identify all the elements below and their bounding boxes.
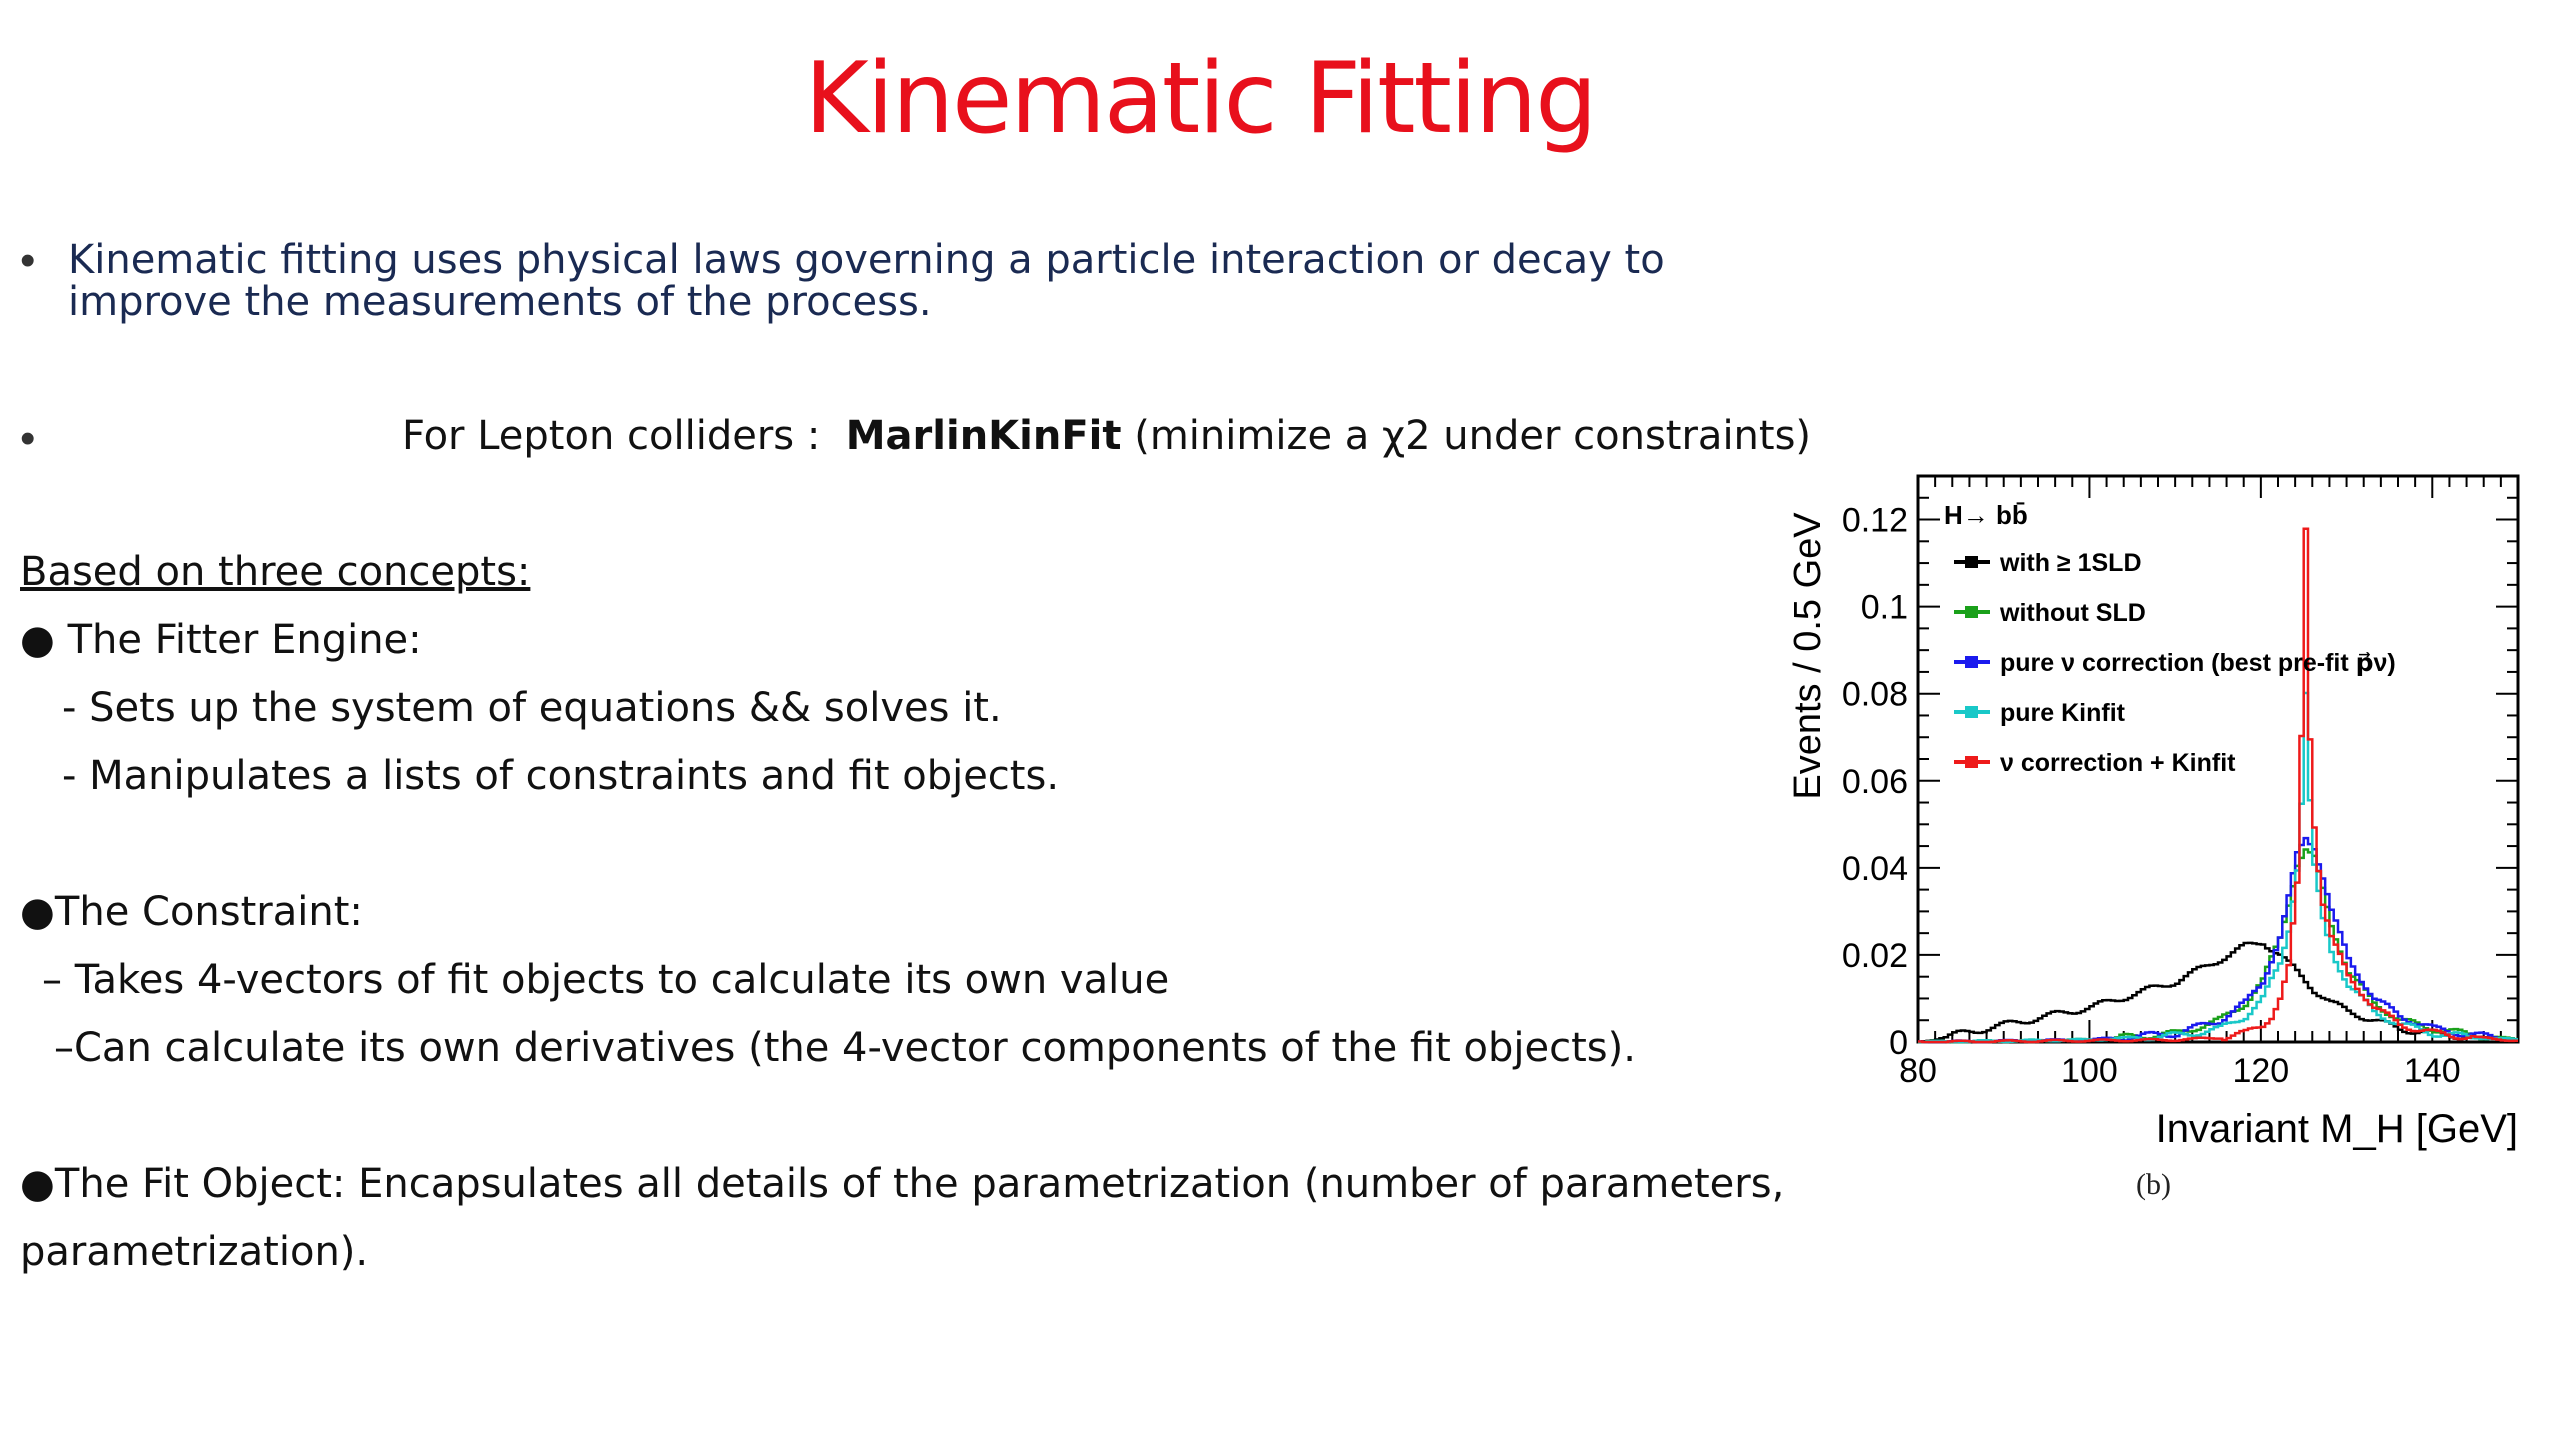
bullet-marker: •: [20, 414, 36, 463]
legend-label: pure ν correction (best pre-fit p⃗ν): [2000, 649, 2396, 677]
higgs-mass-chart: [1780, 460, 2560, 1220]
constraint-heading: ●The Constraint:: [20, 889, 363, 935]
y-tick-label: 0.02: [1841, 936, 1908, 975]
fit-object-line: parametrization).: [20, 1229, 369, 1275]
concepts-heading: Based on three concepts:: [20, 549, 531, 595]
chart-svg: [1780, 460, 2560, 1220]
fitter-engine-line: - Sets up the system of equations && solves it.: [62, 685, 1002, 731]
legend-label: with ≥ 1SLD: [2000, 549, 2142, 577]
marlinkinfit-label: MarlinKinFit: [845, 413, 1122, 459]
legend-title: H→ bb̄: [1944, 500, 2028, 530]
lepton-collider-line: [402, 414, 1811, 458]
legend-label: without SLD: [2000, 599, 2146, 627]
legend-label: pure Kinfit: [2000, 699, 2125, 727]
y-tick-label: 0.12: [1841, 501, 1908, 540]
x-axis-label: Invariant M_H [GeV]: [2155, 1107, 2518, 1151]
x-tick-label: 80: [1899, 1052, 1937, 1090]
x-tick-label: 100: [2061, 1052, 2118, 1090]
bullet-text: improve the measurements of the process.: [68, 279, 932, 325]
y-tick-label: 0: [1889, 1024, 1908, 1062]
constraint-line: – Takes 4-vectors of fit objects to calculate its own value: [42, 957, 1170, 1003]
y-tick-label: 0.06: [1841, 762, 1908, 801]
x-tick-label: 120: [2232, 1052, 2290, 1090]
legend-label: ν correction + Kinfit: [2000, 749, 2236, 777]
fit-object-line: ●The Fit Object: Encapsulates all details of the parametrization (number of parameters,: [20, 1161, 1785, 1207]
y-tick-label: 0.08: [1841, 675, 1908, 714]
series-line: [1918, 693, 2518, 1042]
lepton-prefix: For Lepton colliders :: [402, 413, 821, 459]
constraint-line: –Can calculate its own derivatives (the 4-vector components of the fit objects).: [54, 1025, 1636, 1071]
series-line: [1918, 849, 2518, 1042]
y-tick-label: 0.1: [1860, 588, 1908, 627]
legend-marker: [1965, 706, 1978, 718]
fitter-engine-heading: ● The Fitter Engine:: [20, 617, 422, 663]
bullet-marker: •: [20, 236, 36, 285]
slide-title: Kinematic Fitting: [804, 42, 1596, 156]
y-axis-label: Events / 0.5 GeV: [1787, 512, 1829, 800]
figure-caption: (b): [2136, 1168, 2171, 1201]
x-tick-label: 140: [2403, 1052, 2461, 1090]
lepton-suffix: (minimize a χ2 under constraints): [1134, 413, 1812, 459]
series-line: [1918, 838, 2518, 1042]
legend-marker: [1965, 756, 1978, 768]
legend-marker: [1965, 606, 1978, 618]
y-tick-label: 0.04: [1841, 849, 1908, 888]
legend-marker: [1965, 556, 1978, 568]
legend-marker: [1965, 656, 1978, 668]
bullet-text: Kinematic fitting uses physical laws governing a particle interaction or decay to: [68, 237, 1665, 283]
fitter-engine-line: - Manipulates a lists of constraints and fit objects.: [62, 753, 1060, 799]
